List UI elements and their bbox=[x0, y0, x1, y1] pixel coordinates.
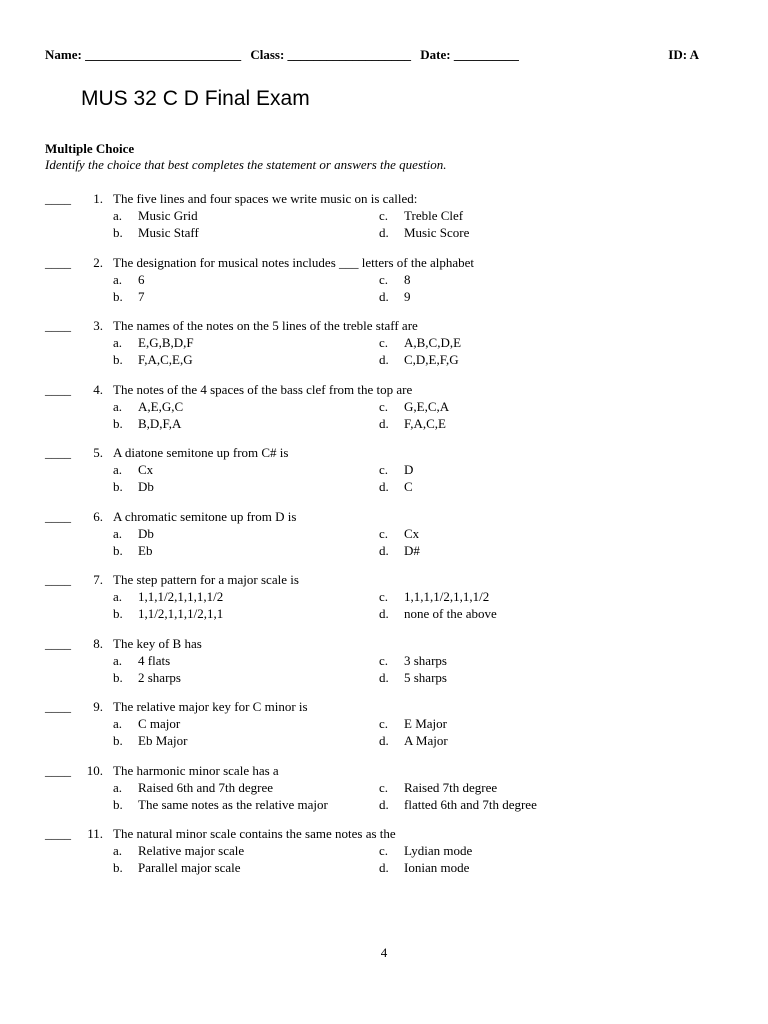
choice-letter: a. bbox=[113, 652, 123, 668]
answer-blank[interactable]: ____ bbox=[45, 254, 71, 270]
question-item bbox=[45, 762, 705, 826]
answer-blank[interactable]: ____ bbox=[45, 826, 71, 841]
choice-letter: c. bbox=[379, 462, 389, 477]
choice-text: Lydian mode bbox=[404, 843, 473, 858]
choice-letter: c. bbox=[379, 335, 389, 350]
choice-text: Music Score bbox=[404, 225, 470, 240]
choice-letter: c. bbox=[379, 843, 389, 858]
choice-letter: b. bbox=[113, 479, 123, 494]
choice-grid bbox=[113, 525, 705, 559]
section-title: Multiple Choice bbox=[45, 141, 135, 156]
choice-letter: d. bbox=[379, 669, 389, 685]
choice-text: E Major bbox=[404, 716, 447, 731]
choice-b[interactable] bbox=[113, 351, 379, 368]
choice-d[interactable] bbox=[379, 478, 645, 495]
choice-d[interactable] bbox=[379, 796, 645, 813]
question-item bbox=[45, 635, 705, 699]
choice-letter: d. bbox=[379, 288, 389, 304]
choice-text: A Major bbox=[404, 733, 448, 748]
answer-blank[interactable]: ____ bbox=[45, 381, 71, 397]
choice-text: 1,1,1/2,1,1,1,1/2 bbox=[138, 589, 224, 604]
exam-title: MUS 32 C D Final Exam bbox=[81, 87, 310, 110]
choice-text: B,D,F,A bbox=[138, 415, 182, 431]
choice-a[interactable] bbox=[113, 652, 379, 669]
choice-text: 7 bbox=[138, 288, 145, 304]
choice-text: A,E,G,C bbox=[138, 398, 184, 414]
question-text: The relative major key for C minor is bbox=[113, 699, 308, 714]
choice-c[interactable] bbox=[379, 461, 645, 478]
choice-c[interactable] bbox=[379, 842, 645, 859]
choice-text: 4 flats bbox=[138, 652, 171, 668]
choice-b[interactable] bbox=[113, 288, 379, 305]
choice-letter: a. bbox=[113, 589, 123, 604]
question-text: The natural minor scale contains the same notes as the bbox=[113, 826, 396, 841]
choice-grid bbox=[113, 842, 705, 876]
choice-text: Eb bbox=[138, 542, 153, 558]
choice-text: flatted 6th and 7th degree bbox=[404, 796, 537, 812]
choice-b[interactable] bbox=[113, 732, 379, 749]
question-text: The names of the notes on the 5 lines of the treble staff are bbox=[113, 318, 418, 333]
choice-letter: c. bbox=[379, 271, 389, 287]
choice-text: Relative major scale bbox=[138, 843, 245, 858]
question-number: 11. bbox=[87, 826, 103, 841]
choice-b[interactable] bbox=[113, 415, 379, 432]
question-number: 5. bbox=[93, 445, 103, 460]
answer-blank[interactable]: ____ bbox=[45, 635, 71, 651]
choice-text: F,A,C,E,G bbox=[138, 352, 193, 367]
question-number: 2. bbox=[93, 254, 103, 270]
choice-letter: d. bbox=[379, 415, 389, 431]
choice-d[interactable] bbox=[379, 288, 645, 305]
choice-text: E,G,B,D,F bbox=[138, 335, 194, 350]
choice-b[interactable] bbox=[113, 796, 379, 813]
choice-letter: a. bbox=[113, 779, 123, 795]
section-instructions: Identify the choice that best completes the statement or answers the question. bbox=[45, 157, 447, 172]
choice-letter: a. bbox=[113, 208, 123, 223]
choice-text: 9 bbox=[404, 288, 411, 304]
question-item bbox=[45, 254, 705, 318]
choice-letter: c. bbox=[379, 716, 389, 731]
answer-blank[interactable]: ____ bbox=[45, 762, 71, 778]
choice-letter: b. bbox=[113, 860, 123, 875]
choice-letter: a. bbox=[113, 525, 123, 541]
choice-b[interactable] bbox=[113, 669, 379, 686]
choice-letter: c. bbox=[379, 589, 389, 604]
choice-c[interactable] bbox=[379, 334, 645, 351]
name-field[interactable]: Name: ________________________ bbox=[45, 47, 242, 62]
choice-text: Music Grid bbox=[138, 208, 198, 223]
choice-letter: d. bbox=[379, 479, 389, 494]
question-item bbox=[45, 381, 705, 445]
choice-text: A,B,C,D,E bbox=[404, 335, 462, 350]
answer-blank[interactable]: ____ bbox=[45, 445, 71, 460]
choice-grid bbox=[113, 334, 705, 368]
choice-letter: b. bbox=[113, 415, 123, 431]
question-text: A diatone semitone up from C# is bbox=[113, 445, 289, 460]
question-number: 3. bbox=[93, 318, 103, 333]
question-item bbox=[45, 508, 705, 572]
question-number: 10. bbox=[86, 762, 103, 778]
choice-letter: d. bbox=[379, 542, 389, 558]
student-fields bbox=[45, 47, 525, 63]
choice-d[interactable] bbox=[379, 224, 645, 241]
choice-letter: b. bbox=[113, 352, 123, 367]
choice-letter: b. bbox=[113, 288, 123, 304]
question-text: The five lines and four spaces we write music on is called: bbox=[113, 191, 418, 206]
choice-b[interactable] bbox=[113, 224, 379, 241]
choice-text: Eb Major bbox=[138, 733, 188, 748]
question-item bbox=[45, 571, 705, 635]
question-text: The key of B has bbox=[113, 635, 202, 651]
choice-text: Cx bbox=[404, 525, 420, 541]
choice-letter: c. bbox=[379, 779, 389, 795]
question-item bbox=[45, 190, 705, 254]
choice-d[interactable] bbox=[379, 542, 645, 559]
choice-text: D# bbox=[404, 542, 420, 558]
choice-letter: d. bbox=[379, 733, 389, 748]
choice-letter: d. bbox=[379, 860, 389, 875]
choice-grid bbox=[113, 461, 705, 495]
question-item bbox=[45, 698, 705, 762]
choice-c[interactable] bbox=[379, 398, 645, 415]
choice-grid bbox=[113, 588, 705, 622]
question-item bbox=[45, 317, 705, 381]
choice-a[interactable] bbox=[113, 779, 379, 796]
choice-text: C bbox=[404, 479, 413, 494]
choice-text: D bbox=[404, 462, 414, 477]
question-text: The harmonic minor scale has a bbox=[113, 762, 279, 778]
choice-text: Parallel major scale bbox=[138, 860, 241, 875]
question-item bbox=[45, 444, 705, 508]
choice-letter: b. bbox=[113, 733, 123, 748]
choice-letter: c. bbox=[379, 525, 389, 541]
choice-text: 3 sharps bbox=[404, 652, 447, 668]
choice-text: Cx bbox=[138, 462, 154, 477]
choice-text: 1,1/2,1,1,1/2,1,1 bbox=[138, 606, 224, 621]
exam-id: ID: A bbox=[668, 47, 699, 62]
choice-letter: c. bbox=[379, 208, 389, 223]
choice-letter: b. bbox=[113, 542, 123, 558]
choice-letter: d. bbox=[379, 606, 389, 621]
question-text: The notes of the 4 spaces of the bass clef from the top are bbox=[113, 381, 413, 397]
choice-text: Raised 6th and 7th degree bbox=[138, 779, 274, 795]
choice-d[interactable] bbox=[379, 351, 645, 368]
choice-grid bbox=[113, 652, 705, 686]
choice-text: Db bbox=[138, 479, 154, 494]
choice-b[interactable] bbox=[113, 859, 379, 876]
answer-blank[interactable]: ____ bbox=[45, 508, 71, 524]
question-number: 9. bbox=[93, 699, 103, 714]
choice-text: C major bbox=[138, 716, 181, 731]
choice-text: The same notes as the relative major bbox=[138, 796, 328, 812]
question-number: 4. bbox=[93, 381, 103, 397]
choice-a[interactable] bbox=[113, 588, 379, 605]
question-text: A chromatic semitone up from D is bbox=[113, 508, 297, 524]
choice-letter: a. bbox=[113, 843, 123, 858]
answer-blank[interactable]: ____ bbox=[45, 318, 71, 333]
choice-letter: a. bbox=[113, 335, 123, 350]
choice-d[interactable] bbox=[379, 415, 645, 432]
choice-letter: a. bbox=[113, 716, 123, 731]
choice-grid bbox=[113, 207, 705, 241]
choice-text: Raised 7th degree bbox=[404, 779, 498, 795]
choice-b[interactable] bbox=[113, 605, 379, 622]
question-list bbox=[45, 190, 705, 889]
choice-text: Db bbox=[138, 525, 154, 541]
choice-letter: c. bbox=[379, 398, 389, 414]
page-number: 4 bbox=[380, 945, 388, 960]
choice-text: 8 bbox=[404, 271, 411, 287]
choice-d[interactable] bbox=[379, 669, 645, 686]
question-number: 6. bbox=[93, 508, 103, 524]
class-field[interactable]: Class: ___________________ bbox=[250, 47, 412, 62]
choice-a[interactable] bbox=[113, 715, 379, 732]
choice-grid bbox=[113, 779, 705, 813]
answer-blank[interactable]: ____ bbox=[45, 191, 71, 206]
choice-c[interactable] bbox=[379, 271, 645, 288]
choice-text: Ionian mode bbox=[404, 860, 470, 875]
answer-blank[interactable]: ____ bbox=[45, 699, 71, 714]
question-number: 7. bbox=[93, 572, 103, 587]
choice-text: none of the above bbox=[404, 606, 497, 621]
date-field[interactable]: Date: __________ bbox=[420, 47, 519, 62]
choice-text: C,D,E,F,G bbox=[404, 352, 459, 367]
choice-d[interactable] bbox=[379, 859, 645, 876]
choice-grid bbox=[113, 715, 705, 749]
choice-text: Treble Clef bbox=[404, 208, 464, 223]
choice-a[interactable] bbox=[113, 271, 379, 288]
choice-text: 2 sharps bbox=[138, 669, 181, 685]
choice-text: F,A,C,E bbox=[404, 415, 446, 431]
exam-header bbox=[45, 47, 699, 63]
choice-grid bbox=[113, 398, 705, 432]
choice-letter: b. bbox=[113, 669, 123, 685]
choice-a[interactable] bbox=[113, 207, 379, 224]
choice-c[interactable] bbox=[379, 652, 645, 669]
choice-letter: d. bbox=[379, 352, 389, 367]
choice-letter: d. bbox=[379, 796, 389, 812]
question-text: The designation for musical notes includes ___ letters of the alphabet bbox=[113, 254, 475, 270]
choice-a[interactable] bbox=[113, 525, 379, 542]
choice-text: Music Staff bbox=[138, 225, 199, 240]
choice-letter: d. bbox=[379, 225, 389, 240]
answer-blank[interactable]: ____ bbox=[45, 572, 71, 587]
question-number: 1. bbox=[93, 191, 103, 206]
choice-grid bbox=[113, 271, 705, 305]
choice-c[interactable] bbox=[379, 207, 645, 224]
choice-a[interactable] bbox=[113, 842, 379, 859]
question-number: 8. bbox=[93, 635, 103, 651]
choice-c[interactable] bbox=[379, 715, 645, 732]
choice-text: G,E,C,A bbox=[404, 398, 450, 414]
choice-letter: a. bbox=[113, 398, 123, 414]
choice-text: 5 sharps bbox=[404, 669, 447, 685]
choice-d[interactable] bbox=[379, 732, 645, 749]
choice-letter: b. bbox=[113, 225, 123, 240]
choice-a[interactable] bbox=[113, 334, 379, 351]
choice-letter: a. bbox=[113, 462, 123, 477]
choice-a[interactable] bbox=[113, 461, 379, 478]
choice-letter: a. bbox=[113, 271, 123, 287]
choice-c[interactable] bbox=[379, 525, 645, 542]
choice-text: 6 bbox=[138, 271, 145, 287]
choice-letter: b. bbox=[113, 606, 123, 621]
choice-b[interactable] bbox=[113, 478, 379, 495]
question-text: The step pattern for a major scale is bbox=[113, 572, 299, 587]
choice-text: 1,1,1,1/2,1,1,1/2 bbox=[404, 589, 490, 604]
choice-c[interactable] bbox=[379, 588, 645, 605]
choice-c[interactable] bbox=[379, 779, 645, 796]
choice-letter: b. bbox=[113, 796, 123, 812]
choice-b[interactable] bbox=[113, 542, 379, 559]
choice-a[interactable] bbox=[113, 398, 379, 415]
choice-letter: c. bbox=[379, 652, 389, 668]
choice-d[interactable] bbox=[379, 605, 645, 622]
question-item bbox=[45, 825, 705, 889]
